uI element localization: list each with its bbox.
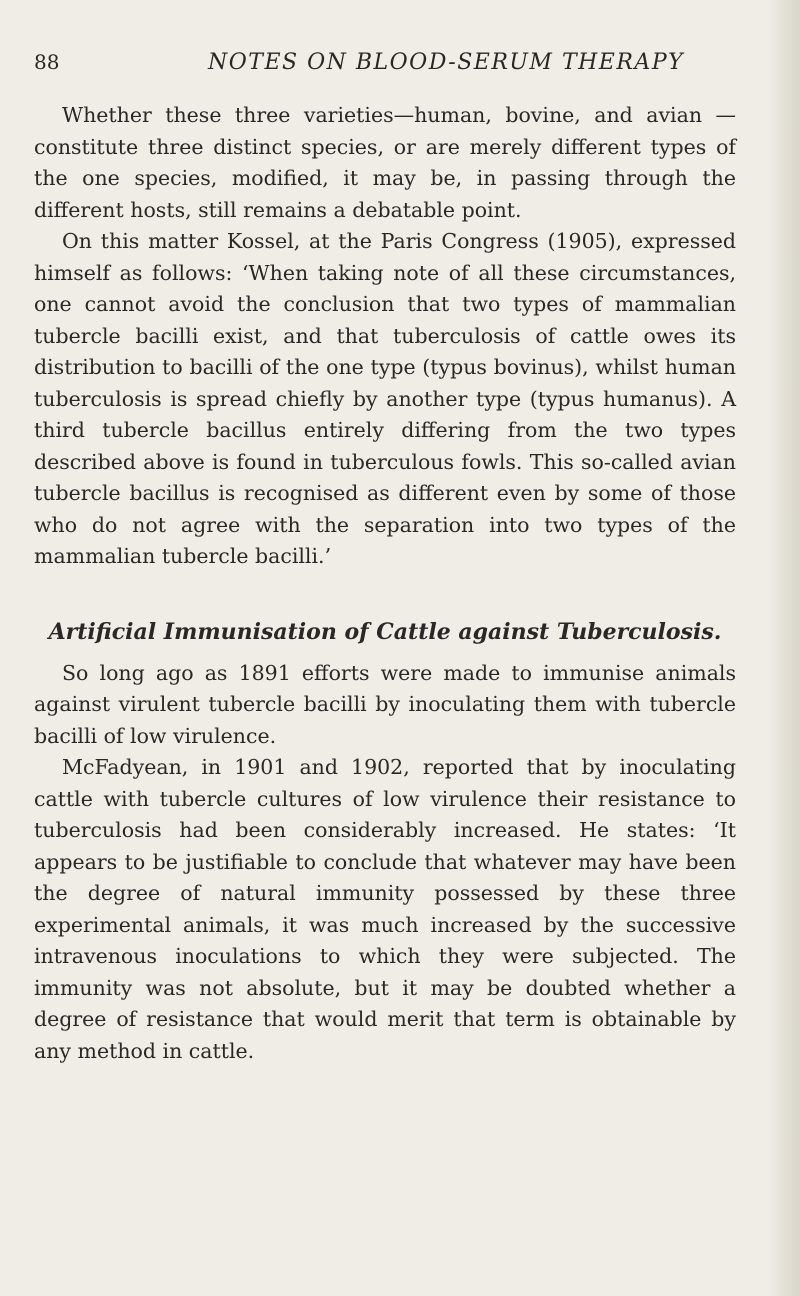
running-title: NOTES ON BLOOD-SERUM THERAPY — [208, 50, 685, 75]
paragraph-varieties: Whether these three varieties—human, bovine, and avian —constitute three distinct species, or are merely different types of the one species, modified, it may be, in passing through the different hosts, still remains a debatable point. — [34, 103, 736, 222]
page-edge-shadow — [768, 0, 800, 1296]
paragraph-mcfadyean: McFadyean, in 1901 and 1902, reported that by inoculating cattle with tubercle cultures of low virulence their resistance to tuberculosis had been considerably increased. He states: ‘It appears to be justifiable to conclude that whatever may have been the degree of natural immunity possessed by these three experimental animals, it was much increased by the successive intravenous inoculations to which they were subjected. The immunity was not absolute, but it may be doubted whether a degree of resistance that would merit that term is obtainable by any method in cattle. — [34, 755, 736, 1063]
section-heading: Artificial Immunisation of Cattle against Tuberculosis. — [48, 618, 722, 645]
page-number: 88 — [34, 50, 60, 74]
page-header — [34, 50, 734, 90]
paragraph-1891-efforts: So long ago as 1891 efforts were made to immunise animals against virulent tubercle bacilli by inoculating them with tubercle bacilli of low virulence. — [34, 660, 736, 748]
paragraph-kossel-quote: On this matter Kossel, at the Paris Congress (1905), expressed himself as follows: ‘When taking note of all these circumstances, one cannot avoid the conclusion that two types of mammalian tubercle bacilli exist, and that tuberculosis of cattle owes its distribution to bacilli of the one type (typus bovinus), whilst human tuberculosis is spread chiefly by another type (typus humanus). A third tubercle bacillus entirely differing from the two types described above is found in tuberculous fowls. This so-called avian tubercle bacillus is recognised as different even by some of those who do not agree with the separation into two types of the mammalian tubercle bacilli.’ — [34, 229, 736, 568]
page-body — [34, 100, 736, 1067]
